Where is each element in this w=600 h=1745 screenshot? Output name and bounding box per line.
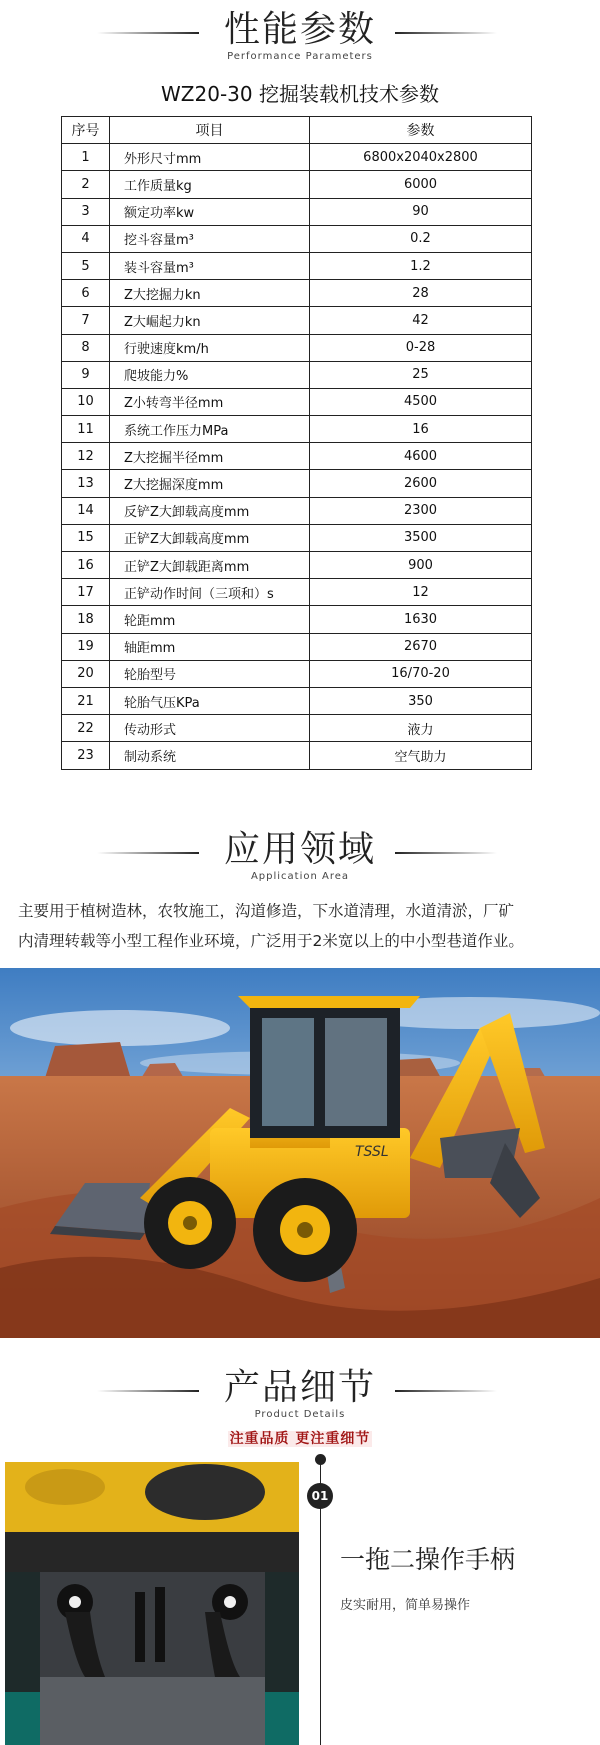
row-number: 7 [62, 307, 110, 334]
row-number: 1 [62, 144, 110, 171]
row-number: 18 [62, 606, 110, 633]
table-row [62, 307, 532, 334]
row-item: 轮胎型号 [110, 660, 310, 687]
row-value: 16/70-20 [310, 660, 532, 687]
column-header-item: 项目 [110, 117, 310, 144]
row-number: 4 [62, 225, 110, 252]
column-header-value: 参数 [310, 117, 532, 144]
row-item: 正铲Z大卸载高度mm [110, 524, 310, 551]
row-number: 13 [62, 470, 110, 497]
row-value: 2600 [310, 470, 532, 497]
row-value: 350 [310, 687, 532, 714]
row-number: 16 [62, 552, 110, 579]
table-row [62, 334, 532, 361]
table-row [62, 388, 532, 415]
quality-tagline-text: 注重品质 更注重细节 [229, 1431, 371, 1447]
table-row [62, 416, 532, 443]
feature-title: 一拖二操作手柄 [340, 1545, 516, 1574]
table-row [62, 579, 532, 606]
row-value: 1.2 [310, 252, 532, 279]
row-value: 液力 [310, 715, 532, 742]
table-row [62, 252, 532, 279]
row-value: 42 [310, 307, 532, 334]
row-item: 系统工作压力MPa [110, 416, 310, 443]
performance-section-header [0, 10, 600, 62]
row-item: Z大挖掘半径mm [110, 443, 310, 470]
application-line: 内清理转载等小型工程作业环境，广泛用于2米宽以上的中小型巷道作业。 [18, 932, 524, 950]
row-item: 制动系统 [110, 742, 310, 769]
row-number: 15 [62, 524, 110, 551]
table-row [62, 470, 532, 497]
table-row [62, 280, 532, 307]
row-value: 900 [310, 552, 532, 579]
row-item: 轴距mm [110, 633, 310, 660]
details-section-header [0, 1368, 600, 1420]
row-item: 反铲Z大卸载高度mm [110, 497, 310, 524]
table-row [62, 524, 532, 551]
table-row [62, 715, 532, 742]
row-value: 1630 [310, 606, 532, 633]
feature-number-badge: 01 [307, 1483, 333, 1509]
row-number: 14 [62, 497, 110, 524]
application-subheading: Application Area [250, 871, 350, 882]
table-header-row [62, 117, 532, 144]
row-value: 28 [310, 280, 532, 307]
control-handle-photo [5, 1462, 299, 1745]
row-item: 轮距mm [110, 606, 310, 633]
header-divider-left [97, 852, 199, 854]
header-divider-left [97, 32, 199, 34]
table-row [62, 606, 532, 633]
application-section-header [0, 830, 600, 882]
table-row [62, 443, 532, 470]
row-item: 行驶速度km/h [110, 334, 310, 361]
header-divider-right [395, 852, 497, 854]
row-number: 11 [62, 416, 110, 443]
row-number: 5 [62, 252, 110, 279]
row-item: 轮胎气压KPa [110, 687, 310, 714]
application-description [18, 896, 590, 956]
quality-tagline [218, 1428, 382, 1448]
row-value: 3500 [310, 524, 532, 551]
row-value: 90 [310, 198, 532, 225]
table-row [62, 687, 532, 714]
table-row [62, 198, 532, 225]
table-row [62, 742, 532, 769]
machine-logo: TSSL [355, 1144, 389, 1160]
row-item: 正铲动作时间（三项和）s [110, 579, 310, 606]
performance-heading: 性能参数 [223, 9, 376, 50]
row-item: Z大挖掘力kn [110, 280, 310, 307]
column-header-no: 序号 [62, 117, 110, 144]
row-value: 25 [310, 361, 532, 388]
row-item: 正铲Z大卸载距离mm [110, 552, 310, 579]
row-number: 2 [62, 171, 110, 198]
row-value: 16 [310, 416, 532, 443]
row-value: 12 [310, 579, 532, 606]
row-number: 12 [62, 443, 110, 470]
header-divider-left [97, 1390, 199, 1392]
row-number: 6 [62, 280, 110, 307]
performance-subheading: Performance Parameters [227, 51, 373, 62]
row-number: 3 [62, 198, 110, 225]
row-item: 挖斗容量m³ [110, 225, 310, 252]
row-value: 4500 [310, 388, 532, 415]
row-value: 6000 [310, 171, 532, 198]
row-value: 2300 [310, 497, 532, 524]
row-item: 工作质量kg [110, 171, 310, 198]
table-title: WZ20-30 挖掘装载机技术参数 [161, 82, 439, 106]
row-value: 0-28 [310, 334, 532, 361]
row-item: Z大挖掘深度mm [110, 470, 310, 497]
table-row [62, 361, 532, 388]
row-number: 17 [62, 579, 110, 606]
row-item: 传动形式 [110, 715, 310, 742]
row-value: 4600 [310, 443, 532, 470]
header-divider-right [395, 1390, 497, 1392]
row-number: 23 [62, 742, 110, 769]
table-row [62, 497, 532, 524]
row-item: Z小转弯半径mm [110, 388, 310, 415]
parameters-table [61, 116, 532, 770]
row-number: 22 [62, 715, 110, 742]
row-item: 装斗容量m³ [110, 252, 310, 279]
feature-description: 皮实耐用，简单易操作 [340, 1598, 471, 1613]
row-item: 爬坡能力% [110, 361, 310, 388]
row-value: 2670 [310, 633, 532, 660]
details-subheading: Product Details [254, 1409, 346, 1420]
details-heading: 产品细节 [223, 1367, 376, 1408]
table-row [62, 552, 532, 579]
row-value: 空气助力 [310, 742, 532, 769]
backhoe-loader-photo [0, 968, 600, 1338]
row-value: 6800x2040x2800 [310, 144, 532, 171]
application-line: 主要用于植树造林，农牧施工，沟道修造，下水道清理，水道清淤，厂矿 [18, 902, 515, 920]
table-row [62, 660, 532, 687]
table-row [62, 144, 532, 171]
table-row [62, 225, 532, 252]
table-row [62, 171, 532, 198]
table-row [62, 633, 532, 660]
row-value: 0.2 [310, 225, 532, 252]
row-item: 外形尺寸mm [110, 144, 310, 171]
header-divider-right [395, 32, 497, 34]
row-number: 8 [62, 334, 110, 361]
row-number: 9 [62, 361, 110, 388]
row-number: 20 [62, 660, 110, 687]
row-number: 21 [62, 687, 110, 714]
row-number: 10 [62, 388, 110, 415]
row-item: 额定功率kw [110, 198, 310, 225]
application-heading: 应用领域 [223, 829, 376, 870]
row-item: Z大崛起力kn [110, 307, 310, 334]
row-number: 19 [62, 633, 110, 660]
